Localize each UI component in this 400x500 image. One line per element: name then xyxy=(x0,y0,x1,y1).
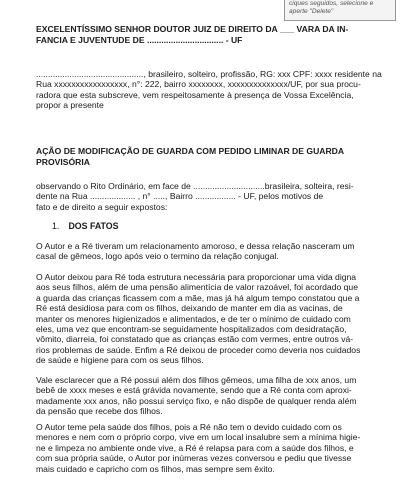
paragraph-line: mais cuidado e capricho com os filhos, mas sempre sem êxito. xyxy=(36,463,275,474)
paragraph-line: ne e limpeza no ambiente onde vive, a Ré é relapsa para com a saúde dos filhos, e xyxy=(36,442,354,453)
section-number: 1. xyxy=(52,221,60,231)
sticky-note-line: aperte "Delete" xyxy=(289,7,334,15)
paragraph-line: rios problemas de saúde. Enfim a Ré deixou de proceder como deveria nos cuidados xyxy=(36,344,361,355)
action-title xyxy=(36,146,368,167)
paragraph-line: Ré está desidiosa para com os filhos, deixando de manter em dia as vacinas, de xyxy=(36,303,343,314)
defendant-paragraph xyxy=(36,181,368,212)
paragraph-line: eles, uma vez que encontram-se seguidamente hospitalizados com desidratação, xyxy=(36,324,347,335)
facts-paragraph-2 xyxy=(36,272,368,366)
action-title-line: PROVISÓRIA xyxy=(36,156,90,167)
sticky-note-line: ciques seguidos, selecione e xyxy=(289,0,374,7)
paragraph-line: aos seus filhos, além de uma pensão alimentícia de valor razoável, foi acordado que xyxy=(36,282,358,293)
paragraph-line: menores e nem com o próprio corpo, vive em um local insalubre sem a mínima higie- xyxy=(36,432,361,443)
defendant-line: observando o Rito Ordinário, em face de ..............................brasileira, solteira, resi- xyxy=(36,181,354,191)
section-title: DOS FATOS xyxy=(68,221,119,231)
paragraph-line: de saúde e higiene para com os seus filhos. xyxy=(36,355,204,366)
defendant-line: fato e de direito a seguir expostos: xyxy=(36,201,168,212)
court-header-line: FANCIA E JUVENTUDE DE ................................ - UF xyxy=(36,34,243,45)
intro-line: propor a presente xyxy=(36,100,104,111)
section-heading-facts xyxy=(36,221,356,231)
paragraph-line: madamente xxx anos, não possui serviço fixo, e não dispõe de qualquer renda além xyxy=(36,395,357,406)
paragraph-line: manter os menores higienizados e alimentados, e de ter o mínimo de cuidado com xyxy=(36,313,351,324)
facts-paragraph-3 xyxy=(36,375,368,417)
facts-paragraph-1 xyxy=(36,241,368,262)
paragraph-line: vômito, diarreia, foi constatado que as crianças estão com vermes, entre outros vá- xyxy=(36,334,354,345)
plaintiff-intro xyxy=(36,69,382,111)
paragraph-line: casal de gêmeos, logo após veio o termino da relação conjugal. xyxy=(36,251,279,262)
court-header xyxy=(36,24,368,45)
paragraph-line: O Autor teme pela saúde dos filhos, pois a Ré não tem o devido cuidado com os xyxy=(36,422,342,432)
facts-paragraph-4 xyxy=(36,422,368,474)
intro-line: ............................................., brasileiro, solteiro, profissão, RG: xxx CPF: xxxx residente na xyxy=(36,69,382,79)
paragraph-line: O Autor deixou para Ré toda estrutura necessária para proporcionar uma vida digna xyxy=(36,272,357,282)
paragraph-line: O Autor e a Ré tiveram um relacionamento amoroso, e dessa relação nasceram um xyxy=(36,241,355,251)
intro-line: radora que esta subscreve, vem respeitosamente à presença de Vossa Excelência, xyxy=(36,89,354,100)
paragraph-line: a guarda das crianças ficassem com a mãe, mas já há algum tempo constatou que a xyxy=(36,292,360,303)
court-header-line: EXCELENTÍSSIMO SENHOR DOUTOR JUIZ DE DIREITO DA ___ VARA DA IN- xyxy=(36,24,349,34)
paragraph-line: bebê de xxxx meses e está grávida novamente, sendo que a Ré conta com aproxi- xyxy=(36,385,352,396)
defendant-line: dente na Rua ................... , n° ....., Bairro ................. - UF, pelos motivos de xyxy=(36,191,324,202)
action-title-line: AÇÃO DE MODIFICAÇÃO DE GUARDA COM PEDIDO LIMINAR DE GUARDA xyxy=(36,146,345,156)
paragraph-line: da pensão que recebe dos filhos. xyxy=(36,406,163,417)
paragraph-line: com sua própria saúde, o Autor por inúmeras vezes conversou e pediu que tivesse xyxy=(36,453,352,464)
paragraph-line: Vale esclarecer que a Ré possui além dos filhos gêmeos, uma filha de xxx anos, um xyxy=(36,375,357,385)
intro-line: Rua xxxxxxxxxxxxxxxxx, n°: 222, bairro xxxxxxxx, xxxxxxxxxxxxxx/UF, por sua procu- xyxy=(36,79,361,90)
sticky-note xyxy=(284,0,396,21)
